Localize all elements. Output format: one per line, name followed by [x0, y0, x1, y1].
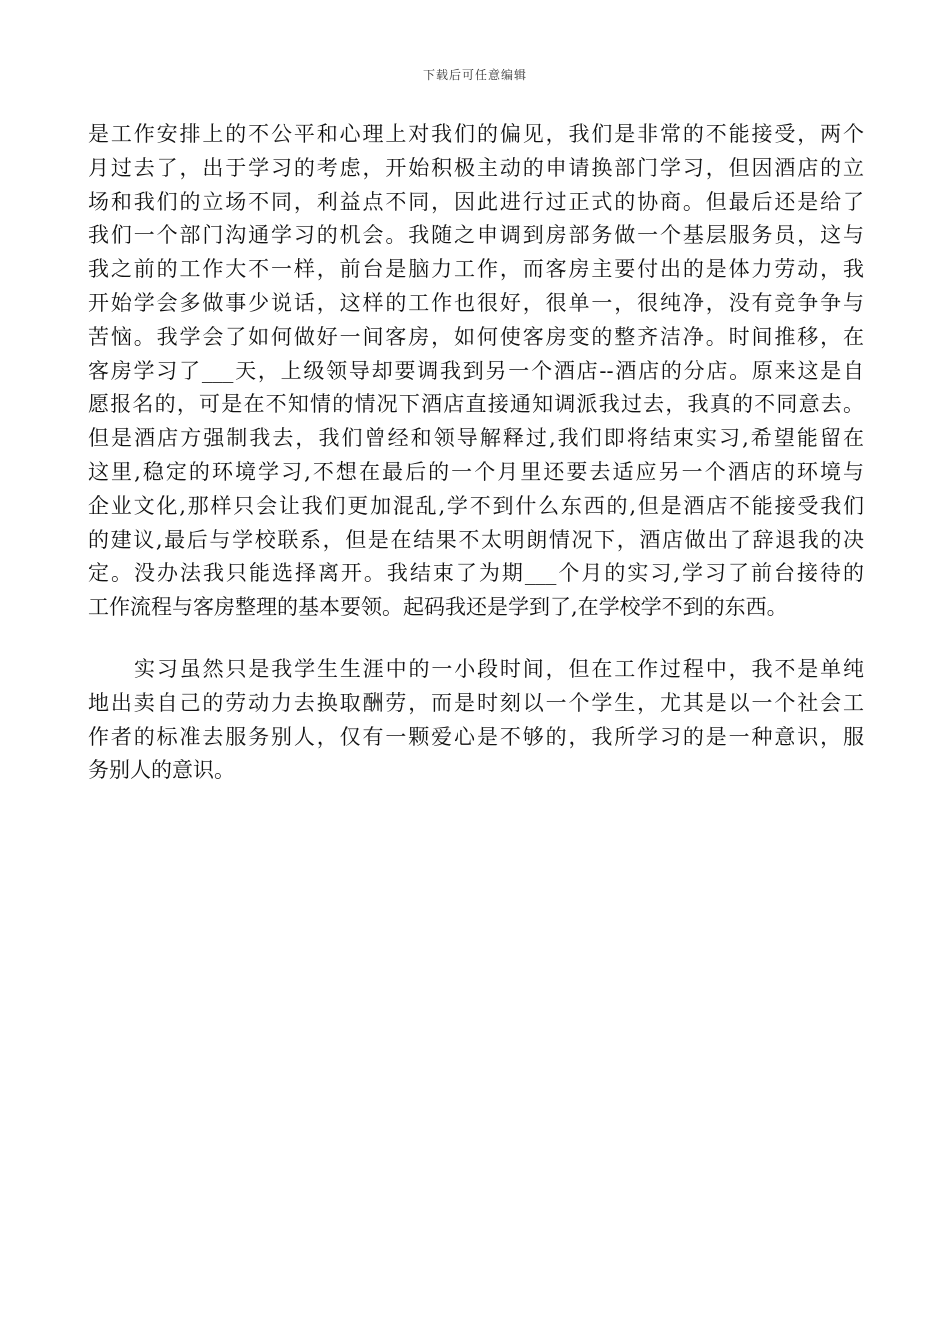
header-note: 下载后可任意编辑: [422, 68, 527, 82]
paragraph-line: 务别人的意识。: [88, 758, 235, 783]
paragraph-line: 愿报名的，可是在不知情的情况下酒店直接通知调派我过去，我真的不同意去。: [88, 392, 864, 417]
paragraph-line: 开始学会多做事少说话，这样的工作也很好，很单一，很纯净，没有竞争争与: [88, 290, 864, 315]
paragraph-line: 作者的标准去服务别人，仅有一颗爱心是不够的，我所学习的是一种意识，服: [88, 724, 864, 749]
paragraph-line: 地出卖自己的劳动力去换取酬劳，而是时刻以一个学生，尤其是以一个社会工: [88, 690, 864, 715]
paragraph-line: 这里,稳定的环境学习,不想在最后的一个月里还要去适应另一个酒店的环境与: [88, 459, 864, 484]
paragraph-line: 工作流程与客房整理的基本要领。起码我还是学到了,在学校学不到的东西。: [88, 595, 788, 620]
paragraph-line: 我之前的工作大不一样，前台是脑力工作，而客房主要付出的是体力劳动，我: [88, 257, 864, 282]
paragraph-line: 苦恼。我学会了如何做好一间客房，如何使客房变的整齐洁净。时间推移，在: [88, 324, 864, 349]
paragraph-2: [88, 653, 864, 788]
paragraph-1: [88, 118, 864, 625]
paragraph-line: 月过去了，出于学习的考虑，开始积极主动的申请换部门学习，但因酒店的立: [88, 155, 864, 180]
paragraph-line: 实习虽然只是我学生生涯中的一小段时间，但在工作过程中，我不是单纯: [134, 656, 864, 681]
paragraph-line: 企业文化,那样只会让我们更加混乱,学不到什么东西的,但是酒店不能接受我们: [88, 493, 864, 518]
paragraph-line: 但是酒店方强制我去，我们曾经和领导解释过,我们即将结束实习,希望能留在: [88, 426, 864, 451]
paragraph-line: 是工作安排上的不公平和心理上对我们的偏见，我们是非常的不能接受，两个: [88, 122, 864, 146]
paragraph-line: 定。没办法我只能选择离开。我结束了为期___个月的实习,学习了前台接待的: [88, 561, 864, 586]
document-body: [88, 118, 864, 788]
paragraph-line: 我们一个部门沟通学习的机会。我随之申调到房部务做一个基层服务员，这与: [88, 223, 864, 248]
paragraph-line: 场和我们的立场不同，利益点不同，因此进行过正式的协商。但最后还是给了: [88, 189, 864, 214]
paragraph-line: 的建议,最后与学校联系，但是在结果不太明朗情况下，酒店做出了辞退我的决: [88, 527, 864, 552]
paragraph-line: 客房学习了___天，上级领导却要调我到另一个酒店--酒店的分店。原来这是自: [88, 358, 864, 383]
